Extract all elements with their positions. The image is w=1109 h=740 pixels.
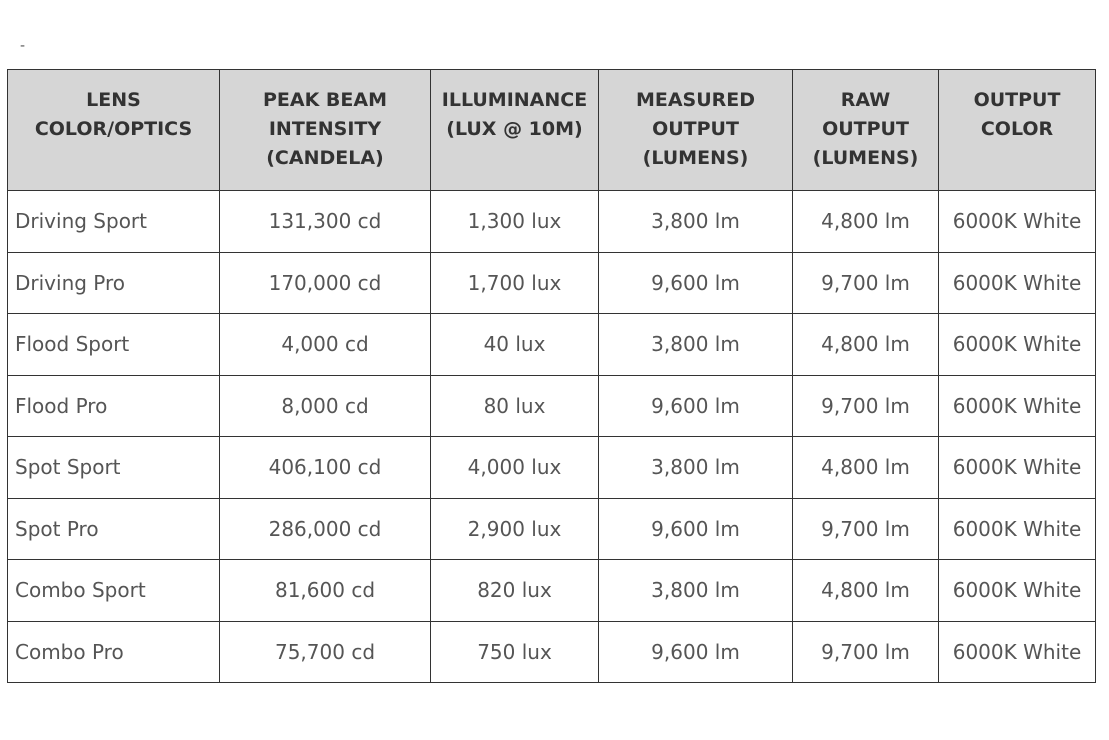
header-line: COLOR/OPTICS <box>34 118 193 140</box>
raw-lumens-cell: 4,800 lm <box>793 560 939 622</box>
measured-lumens-cell: 3,800 lm <box>599 314 793 376</box>
lux-cell: 1,300 lux <box>431 191 599 253</box>
header-output-color <box>939 70 1096 191</box>
measured-lumens-cell: 3,800 lm <box>599 437 793 499</box>
lens-cell: Combo Pro <box>8 621 220 683</box>
candela-cell: 406,100 cd <box>220 437 431 499</box>
header-line: OUTPUT <box>652 118 739 140</box>
output-color-cell: 6000K White <box>939 252 1096 314</box>
output-color-cell: 6000K White <box>939 437 1096 499</box>
output-color-cell: 6000K White <box>939 314 1096 376</box>
lens-cell: Driving Pro <box>8 252 220 314</box>
raw-lumens-cell: 4,800 lm <box>793 314 939 376</box>
table-row <box>8 314 1096 376</box>
measured-lumens-cell: 9,600 lm <box>599 375 793 437</box>
table-row <box>8 437 1096 499</box>
header-line: (LUMENS) <box>812 147 919 169</box>
header-line: OUTPUT <box>973 89 1061 111</box>
header-line: LENS <box>86 89 141 111</box>
lux-cell: 4,000 lux <box>431 437 599 499</box>
table-row <box>8 498 1096 560</box>
measured-lumens-cell: 9,600 lm <box>599 498 793 560</box>
lux-cell: 40 lux <box>431 314 599 376</box>
header-line: (CANDELA) <box>266 147 384 169</box>
table-row <box>8 191 1096 253</box>
raw-lumens-cell: 9,700 lm <box>793 498 939 560</box>
header-illuminance <box>431 70 599 191</box>
header-line: (LUX @ 10M) <box>446 118 583 140</box>
raw-lumens-cell: 4,800 lm <box>793 191 939 253</box>
lens-cell: Flood Pro <box>8 375 220 437</box>
table-header-row <box>8 70 1096 191</box>
lux-cell: 750 lux <box>431 621 599 683</box>
lux-cell: 2,900 lux <box>431 498 599 560</box>
output-color-cell: 6000K White <box>939 621 1096 683</box>
header-measured-output <box>599 70 793 191</box>
lux-cell: 80 lux <box>431 375 599 437</box>
lens-cell: Spot Sport <box>8 437 220 499</box>
candela-cell: 131,300 cd <box>220 191 431 253</box>
header-line: PEAK BEAM <box>262 89 388 111</box>
lens-spec-table <box>7 69 1096 683</box>
header-line: ILLUMINANCE <box>441 89 588 111</box>
output-color-cell: 6000K White <box>939 191 1096 253</box>
header-raw-output <box>793 70 939 191</box>
candela-cell: 286,000 cd <box>220 498 431 560</box>
dash-mark: - <box>20 38 26 54</box>
output-color-cell: 6000K White <box>939 375 1096 437</box>
header-line: OUTPUT <box>822 118 909 140</box>
lens-cell: Combo Sport <box>8 560 220 622</box>
table-row <box>8 252 1096 314</box>
raw-lumens-cell: 4,800 lm <box>793 437 939 499</box>
measured-lumens-cell: 9,600 lm <box>599 252 793 314</box>
lux-cell: 1,700 lux <box>431 252 599 314</box>
header-line: COLOR <box>980 118 1054 140</box>
header-lens-color-optics <box>8 70 220 191</box>
header-line: INTENSITY <box>268 118 382 140</box>
lux-cell: 820 lux <box>431 560 599 622</box>
raw-lumens-cell: 9,700 lm <box>793 621 939 683</box>
candela-cell: 170,000 cd <box>220 252 431 314</box>
raw-lumens-cell: 9,700 lm <box>793 252 939 314</box>
table-body <box>8 191 1096 683</box>
table-row <box>8 621 1096 683</box>
header-line: (LUMENS) <box>642 147 749 169</box>
measured-lumens-cell: 3,800 lm <box>599 560 793 622</box>
output-color-cell: 6000K White <box>939 498 1096 560</box>
lens-cell: Driving Sport <box>8 191 220 253</box>
lens-cell: Flood Sport <box>8 314 220 376</box>
measured-lumens-cell: 9,600 lm <box>599 621 793 683</box>
candela-cell: 4,000 cd <box>220 314 431 376</box>
raw-lumens-cell: 9,700 lm <box>793 375 939 437</box>
header-line: RAW <box>840 89 891 111</box>
table-row <box>8 560 1096 622</box>
lens-cell: Spot Pro <box>8 498 220 560</box>
header-line: MEASURED <box>635 89 756 111</box>
table-row <box>8 375 1096 437</box>
header-peak-beam-intensity <box>220 70 431 191</box>
output-color-cell: 6000K White <box>939 560 1096 622</box>
candela-cell: 75,700 cd <box>220 621 431 683</box>
candela-cell: 8,000 cd <box>220 375 431 437</box>
measured-lumens-cell: 3,800 lm <box>599 191 793 253</box>
candela-cell: 81,600 cd <box>220 560 431 622</box>
